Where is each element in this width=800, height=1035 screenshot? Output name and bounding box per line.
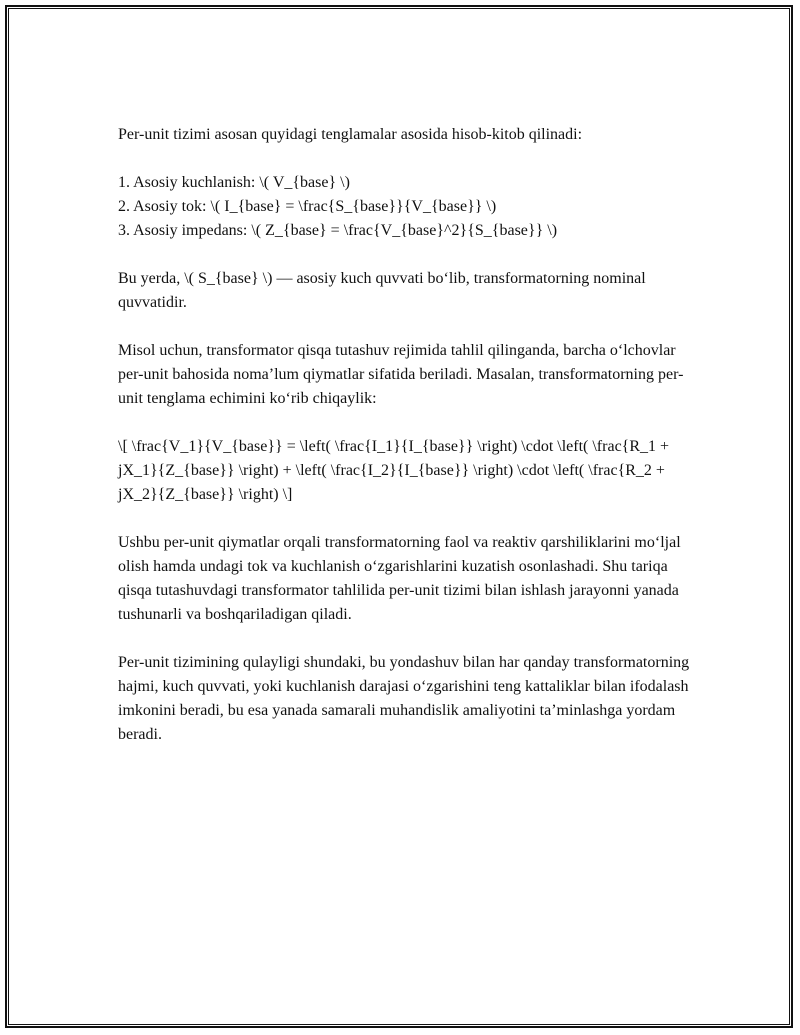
document-body <box>118 123 698 771</box>
document-page <box>5 5 793 1028</box>
definition-paragraph: Bu yerda, \( S_{base} \) — asosiy kuch quvvati bo‘lib, transformatorning nominal quvvatidir. <box>118 270 646 311</box>
list-item: 1. Asosiy kuchlanish: \( V_{base} \) <box>118 174 350 191</box>
intro-paragraph: Per-unit tizimi asosan quyidagi tenglamalar asosida hisob-kitob qilinadi: <box>118 126 583 143</box>
equation-list <box>118 171 698 243</box>
formula-block: \[ \frac{V_1}{V_{base}} = \left( \frac{I_1}{I_{base}} \right) \cdot \left( \frac{R_1 + jX_1}{Z_{base}} \right) + \left( \frac{I_2}{I_{base}} \right) \cdot \left( \frac{R_2 + jX_2}{Z_{base}} \right) \] <box>118 438 670 503</box>
conclusion-paragraph: Per-unit tizimining qulayligi shundaki, bu yondashuv bilan har qanday transformatorning hajmi, kuch quvvati, yoki kuchlanish darajasi o‘zgarishini teng kattaliklar bilan ifodalash imkonini beradi, bu esa yanada samarali muhandislik amaliyotini ta’minlashga yordam beradi. <box>118 654 690 743</box>
explanation-paragraph: Ushbu per-unit qiymatlar orqali transformatorning faol va reaktiv qarshiliklarini mo‘ljal olish hamda undagi tok va kuchlanish o‘zgarishlarini kuzatish osonlashadi. Shu tariqa qisqa tutashuvdagi transformator tahlilida per-unit tizimi bilan ishlash jarayonni yanada tushunarli va boshqariladigan qiladi. <box>118 534 681 623</box>
list-item: 2. Asosiy tok: \( I_{base} = \frac{S_{base}}{V_{base}} \) <box>118 198 497 215</box>
list-item: 3. Asosiy impedans: \( Z_{base} = \frac{V_{base}^2}{S_{base}} \) <box>118 222 558 239</box>
example-paragraph: Misol uchun, transformator qisqa tutashuv rejimida tahlil qilinganda, barcha o‘lchovlar per-unit bahosida noma’lum qiymatlar sifatida beriladi. Masalan, transformatorning per-unit tenglama echimini ko‘rib chiqaylik: <box>118 342 684 407</box>
